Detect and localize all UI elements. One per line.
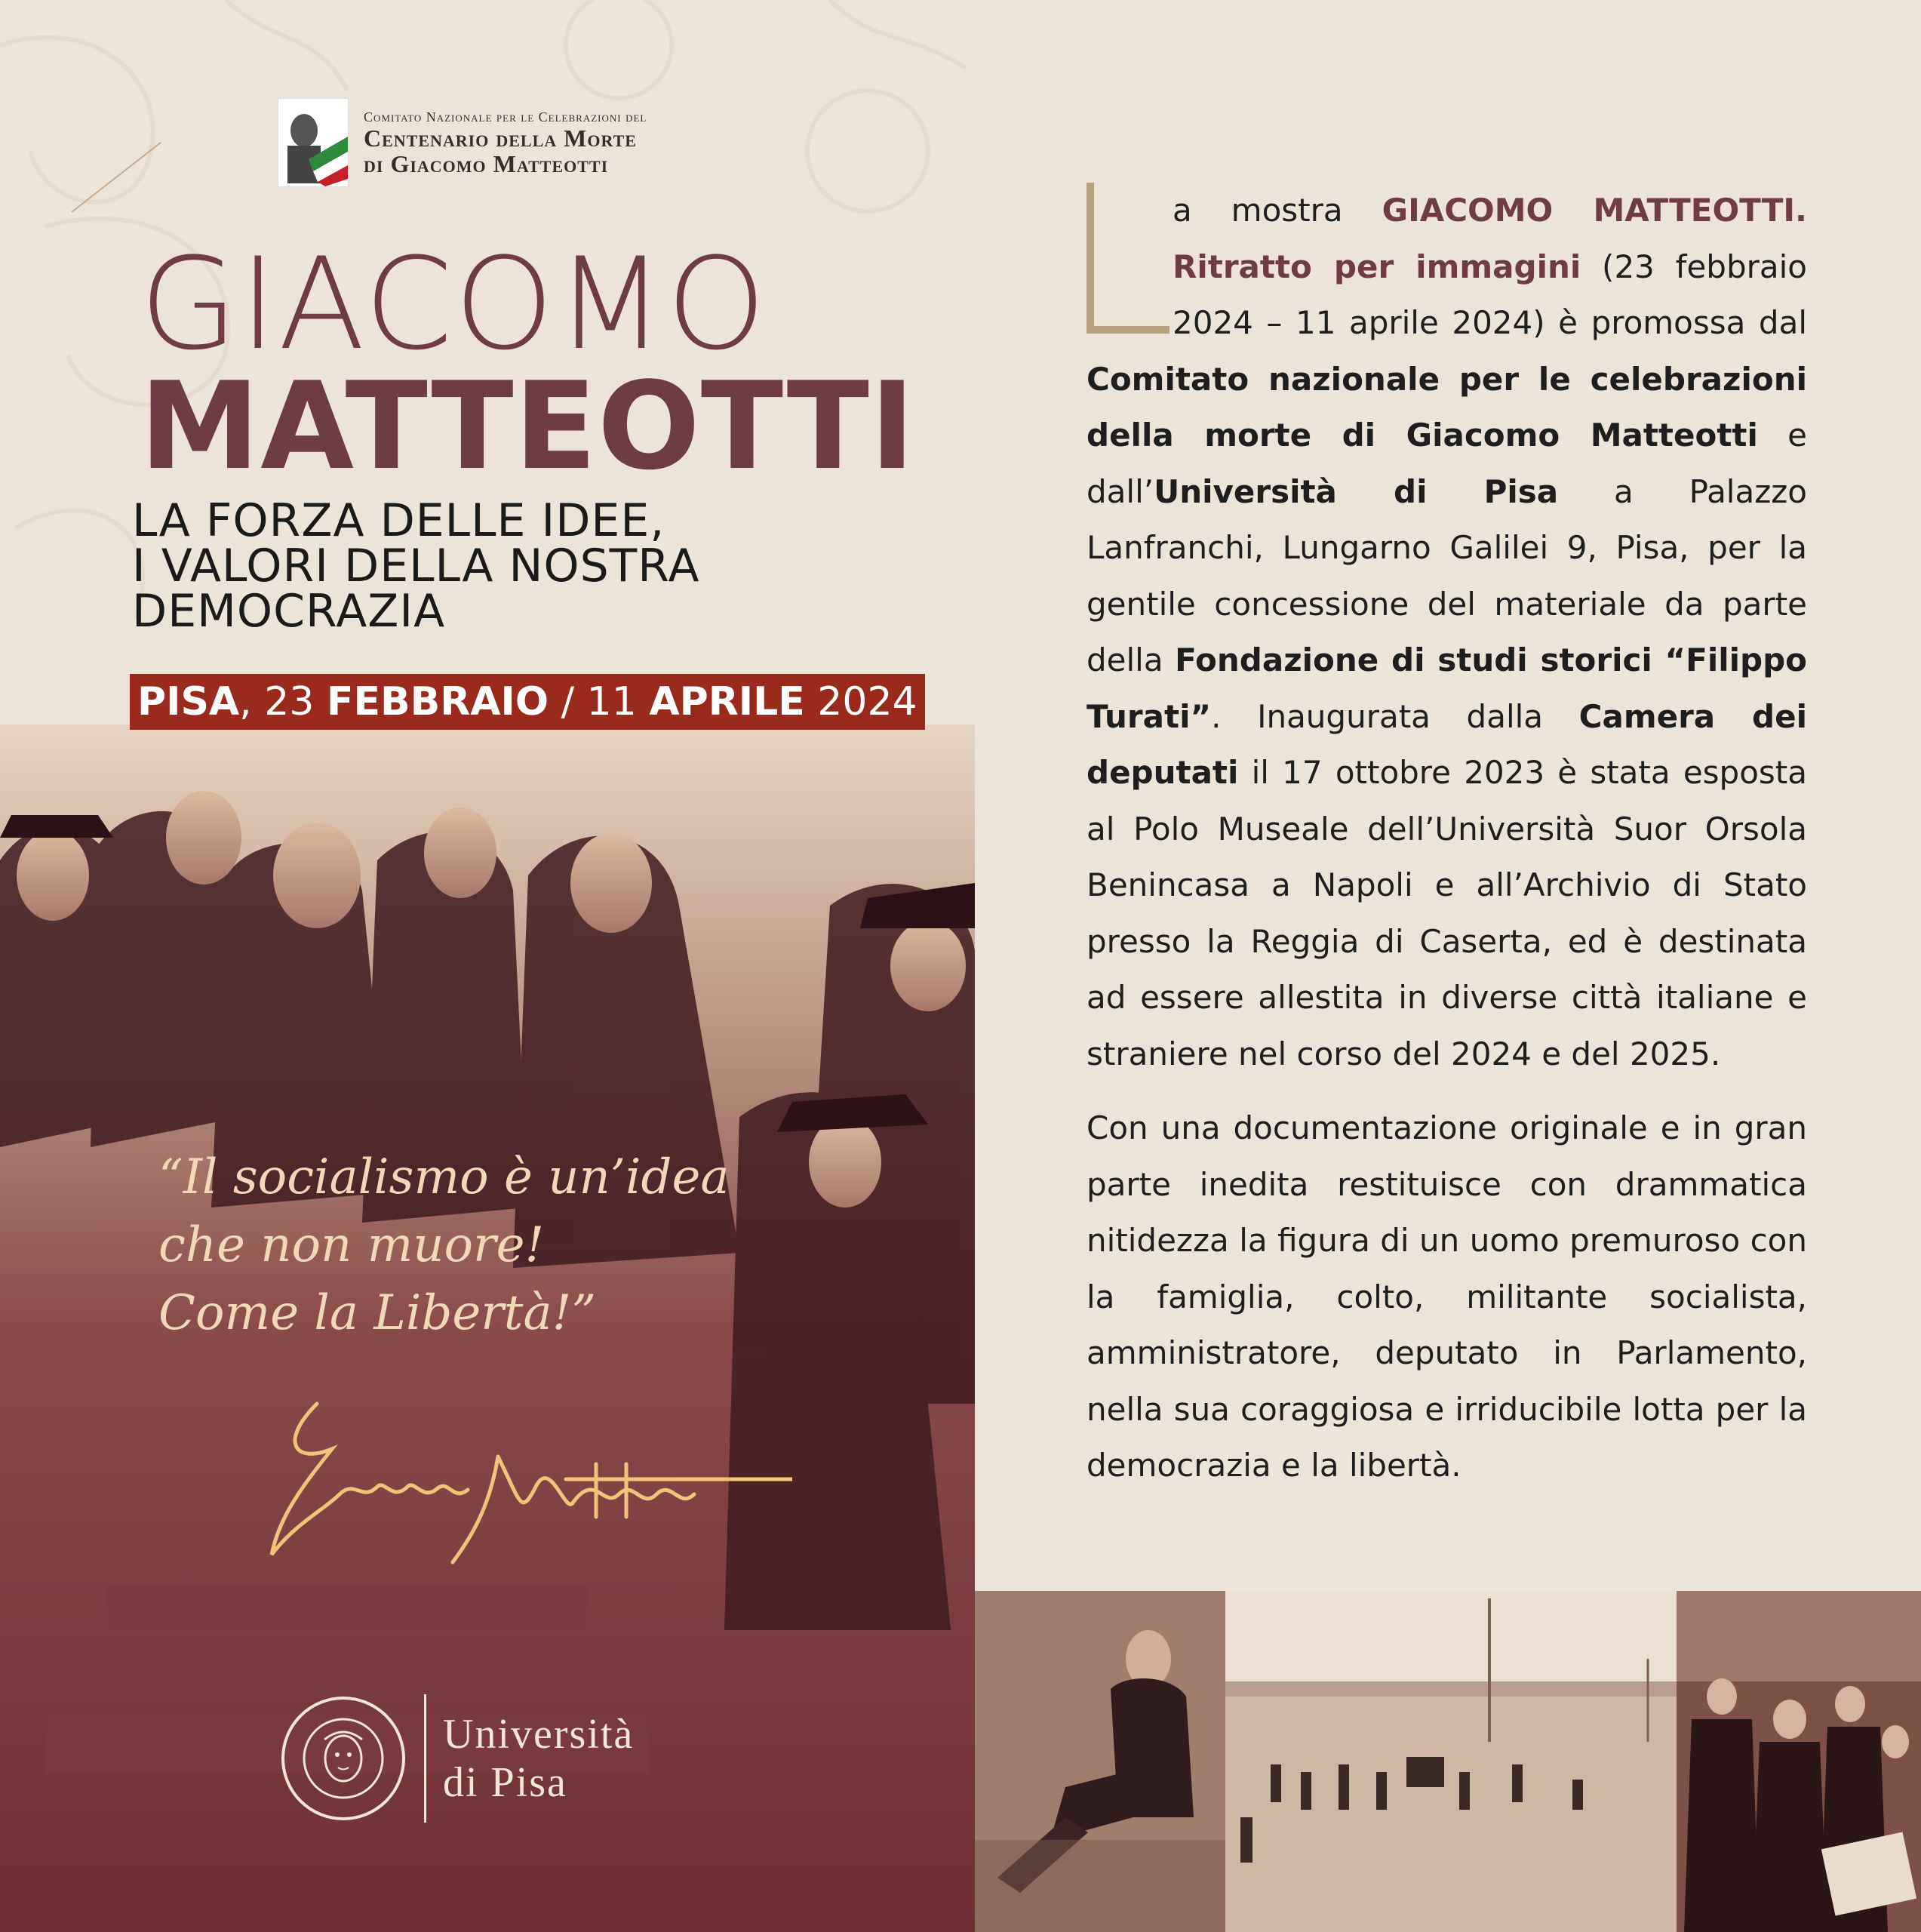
crowd-photo	[1677, 1591, 1921, 1932]
p1-text-a: a mostra	[1173, 192, 1382, 229]
committee-logo	[278, 98, 349, 187]
subtitle-line-2: I VALORI DELLA NOSTRA	[132, 540, 700, 592]
quote-line-2: che non muore!	[158, 1217, 545, 1273]
date-month-1: FEBBRAIO	[326, 679, 549, 724]
quote-line-3: Come la Libertà!”	[158, 1285, 597, 1341]
portrait-photo	[975, 1591, 1225, 1932]
committee-line-2: Centenario della Morte	[364, 124, 637, 152]
title-last-name: MATTEOTTI	[140, 355, 916, 497]
university-name	[443, 1710, 634, 1807]
foundation-name: Fondazione di studi storici “Filippo Turati”	[1087, 641, 1807, 735]
dropcap-l	[1087, 183, 1170, 334]
date-sep-1: , 23	[239, 679, 327, 724]
date-month-2: APRILE	[649, 679, 805, 724]
university-separator	[424, 1694, 426, 1823]
university-seal	[279, 1694, 407, 1823]
exhibition-description	[1087, 183, 1807, 1494]
p1-text-c: e dall’	[1087, 417, 1807, 510]
subtitle-line-1: LA FORZA DELLE IDEE,	[132, 494, 665, 547]
exhibition-title: GIACOMO MATTEOTTI. Ritratto per immagini	[1173, 192, 1808, 285]
street-photo	[1225, 1591, 1677, 1932]
university-line-1: Università	[443, 1711, 635, 1758]
committee-line-1: Comitato Nazionale per le Celebrazioni del	[364, 109, 647, 125]
committee-line-3: di Giacomo Matteotti	[364, 149, 609, 177]
p1-text-e: . Inaugurata dalla	[1211, 697, 1579, 735]
signature	[249, 1396, 792, 1570]
date-city: PISA	[137, 679, 240, 724]
p1-text-b: (23 febbraio 2024 – 11 aprile 2024) è promossa dal	[1173, 248, 1807, 341]
date-sep-2: / 11	[549, 679, 650, 724]
p1-text-d: a Palazzo Lanfranchi, Lungarno Galilei 9, Pisa, per la gentile concessione del materiale da parte della	[1087, 472, 1807, 678]
p1-text-f: il 17 ottobre 2023 è stata esposta al Polo Museale dell’Università Suor Orsola Benincasa a Napoli e all’Archivio di Stato presso la Reggia di Caserta, ed è destinata ad essere allestita in diverse città italiane e straniere nel corso del 2024 e del 2025.	[1087, 754, 1807, 1072]
quote-line-1: “Il socialismo è un’idea	[158, 1149, 730, 1205]
university-line-2: di Pisa	[443, 1759, 567, 1806]
matteotti-quote	[158, 1143, 777, 1347]
title-first-name: GIACOMO	[140, 230, 768, 378]
committee-name: Comitato nazionale per le celebrazioni della morte di Giacomo Matteotti	[1087, 360, 1807, 454]
date-banner	[130, 674, 925, 730]
committee-header	[278, 98, 647, 187]
date-year: 2024	[804, 679, 917, 724]
university-ref: Università di Pisa	[1154, 472, 1559, 510]
university-logo	[279, 1694, 634, 1823]
description-paragraph-2: Con una documentazione originale e in gran parte inedita restituisce con drammatica nitidezza la figura di un uomo premuroso con la famiglia, colto, militante socialista, amministratore, deputato in Parlamento, nella sua coraggiosa e irriducibile lotta per la democrazia e la libertà.	[1087, 1109, 1807, 1484]
subtitle-line-3: DEMOCRAZIA	[132, 585, 446, 638]
description-paragraph-1	[1087, 183, 1807, 1082]
camera-deputati: Camera dei deputati	[1087, 697, 1807, 791]
subtitle	[132, 494, 887, 638]
